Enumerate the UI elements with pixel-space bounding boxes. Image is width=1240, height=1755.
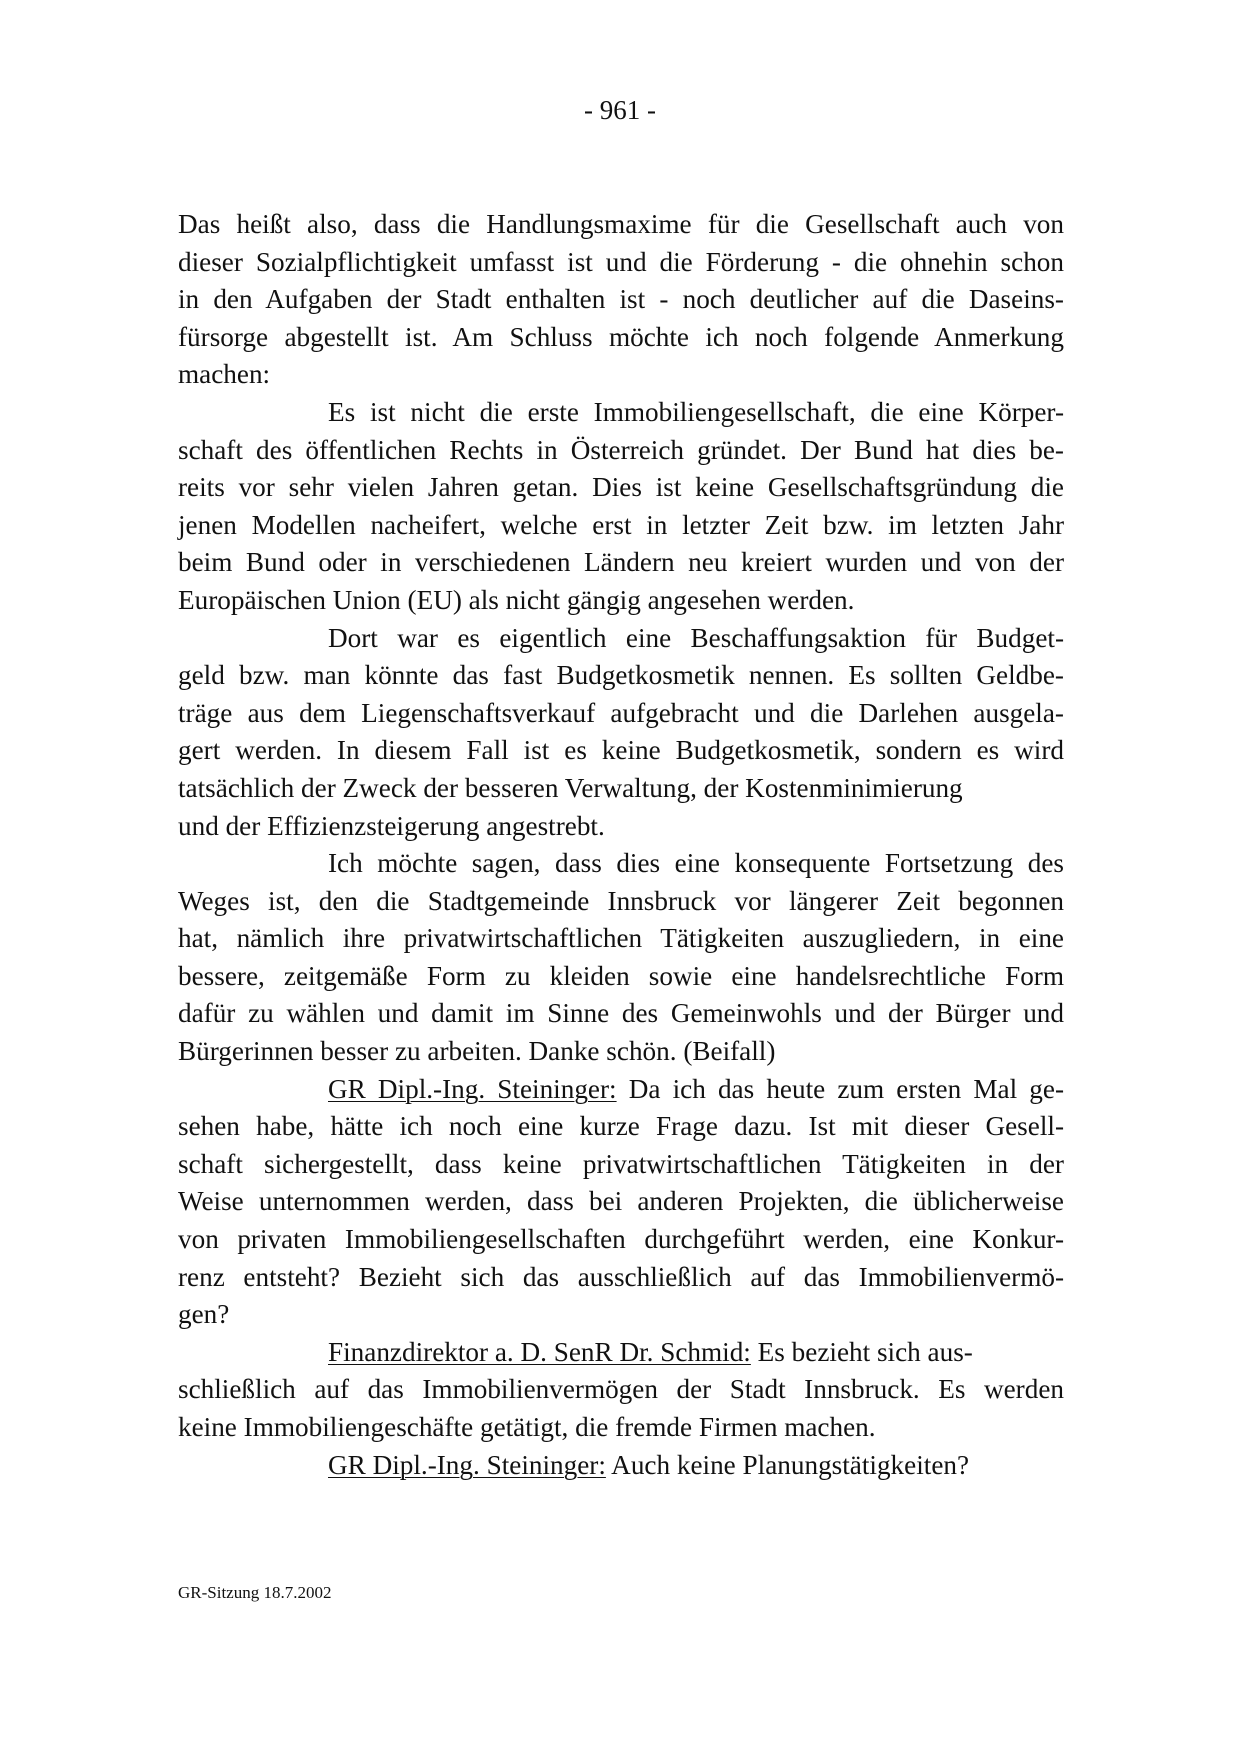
text-line: Europäischen Union (EU) als nicht gängig angesehen werden. [178,584,855,615]
text-line: keine Immobiliengeschäfte getätigt, die fremde Firmen machen. [178,1412,876,1442]
text-line: bessere, zeitgemäße Form zu kleiden sowie eine handelsrechtliche Form [178,960,1064,991]
paragraph-4 [178,845,1064,1071]
paragraph-2 [178,394,1064,620]
speaker-name: Finanzdirektor a. D. SenR Dr. Schmid: [328,1336,751,1367]
text-line: schaft sichergestellt, dass keine privatwirtschaftlichen Tätigkeiten in der [178,1148,1064,1179]
paragraph-1 [178,206,1064,394]
text-line: Bürgerinnen besser zu arbeiten. Danke schön. (Beifall) [178,1036,776,1067]
text-line: fürsorge abgestellt ist. Am Schluss möchte ich noch folgende Anmerkung [178,321,1064,352]
text-line: renz entsteht? Bezieht sich das ausschließlich auf das Immobilienvermö- [178,1261,1064,1292]
text-line: geld bzw. man könnte das fast Budgetkosmetik nennen. Es sollten Geldbe- [178,660,1064,691]
paragraph-6 [178,1334,1064,1447]
text-line: schaft des öffentlichen Rechts in Österreich gründet. Der Bund hat dies be- [178,434,1064,465]
text-line: Weise unternommen werden, dass bei anderen Projekten, die üblicherweise [178,1186,1064,1217]
text-line: machen: [178,359,271,390]
document-body [178,206,1064,1484]
text-line: jenen Modellen nacheifert, welche erst in letzter Zeit bzw. im letzten Jahr [178,509,1064,540]
page-footer: GR-Sitzung 18.7.2002 [178,1583,332,1602]
text-line [178,1334,1064,1372]
text-line: Dort war es eigentlich eine Beschaffungsaktion für Budget- [328,622,1064,653]
text-line: von privaten Immobiliengesellschaften durchgeführt werden, eine Konkur- [178,1224,1064,1255]
text-line: sehen habe, hätte ich noch eine kurze Frage dazu. Ist mit dieser Gesell- [178,1111,1064,1142]
text-line: gert werden. In diesem Fall ist es keine Budgetkosmetik, sondern es wird [178,735,1064,766]
text-line: Es ist nicht die erste Immobiliengesellschaft, die eine Körper- [328,396,1064,427]
text-line: Weges ist, den die Stadtgemeinde Innsbruck vor längerer Zeit begonnen [178,885,1064,916]
text-line: reits vor sehr vielen Jahren getan. Dies ist keine Gesellschaftsgründung die [178,472,1064,503]
speaker-name: GR Dipl.-Ing. Steininger: [328,1073,617,1104]
text-line: gen? [178,1299,230,1330]
paragraph-5 [178,1071,1064,1334]
text-line: hat, nämlich ihre privatwirtschaftlichen Tätigkeiten auszugliedern, in eine [178,923,1064,954]
text-line: und der Effizienzsteigerung angestrebt. [178,810,605,841]
paragraph-3 [178,620,1064,846]
speech-text: Da ich das heute zum ersten Mal ge- [616,1073,1065,1104]
text-line: dieser Sozialpflichtigkeit umfasst ist und die Förderung - die ohnehin schon [178,246,1064,277]
text-line: tatsächlich der Zweck der besseren Verwaltung, der Kostenminimierung [178,772,963,803]
text-line: in den Aufgaben der Stadt enthalten ist - noch deutlicher auf die Daseins- [178,284,1064,315]
text-line: Das heißt also, dass die Handlungsmaxime für die Gesellschaft auch von [178,209,1064,239]
paragraph-7 [178,1447,1064,1485]
text-line: schließlich auf das Immobilienvermögen der Stadt Innsbruck. Es werden [178,1374,1064,1405]
text-line: beim Bund oder in verschiedenen Ländern neu kreiert wurden und von der [178,547,1064,578]
page-number: - 961 - [584,95,656,125]
text-line [178,1071,1064,1109]
speech-text: Auch keine Planungstätigkeiten? [605,1449,970,1480]
speaker-name: GR Dipl.-Ing. Steininger: [328,1449,606,1480]
text-line: dafür zu wählen und damit im Sinne des Gemeinwohls und der Bürger und [178,998,1064,1029]
text-line: träge aus dem Liegenschaftsverkauf aufgebracht und die Darlehen ausgela- [178,697,1064,728]
text-line: Ich möchte sagen, dass dies eine konsequente Fortsetzung des [328,848,1064,879]
text-line [178,1447,1064,1485]
speech-text: Es bezieht sich aus- [750,1336,973,1367]
